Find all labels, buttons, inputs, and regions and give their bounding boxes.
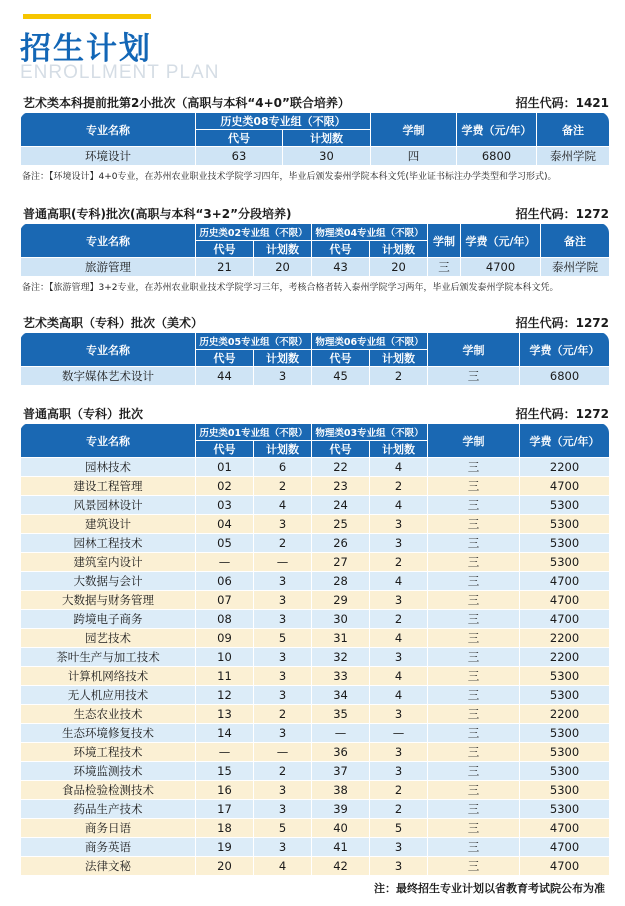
cell-plan: 3 bbox=[254, 686, 312, 705]
cell-duration: 三 bbox=[428, 800, 520, 819]
cell-code: — bbox=[312, 724, 370, 743]
cell-code: 01 bbox=[196, 458, 254, 477]
section-3plus2 bbox=[20, 205, 609, 293]
cell-fee: 5300 bbox=[520, 686, 609, 705]
header-code: 代号 bbox=[312, 241, 370, 258]
cell-fee: 6800 bbox=[457, 147, 537, 166]
header-group-history: 历史类02专业组（不限） bbox=[196, 224, 312, 241]
cell-fee: 5300 bbox=[520, 553, 609, 572]
table-row bbox=[21, 477, 610, 496]
cell-fee: 4700 bbox=[520, 572, 609, 591]
cell-plan: 2 bbox=[370, 553, 428, 572]
cell-plan: 2 bbox=[370, 781, 428, 800]
cell-duration: 三 bbox=[428, 648, 520, 667]
header-plan: 计划数 bbox=[370, 350, 428, 367]
cell-plan: 3 bbox=[254, 572, 312, 591]
cell-code: 07 bbox=[196, 591, 254, 610]
cell-plan: 5 bbox=[254, 629, 312, 648]
cell-major: 数字媒体艺术设计 bbox=[21, 367, 196, 386]
header-group-physics: 物理类06专业组（不限） bbox=[312, 333, 428, 350]
header-group-physics: 物理类04专业组（不限） bbox=[312, 224, 428, 241]
cell-fee: 5300 bbox=[520, 724, 609, 743]
cell-code: 40 bbox=[312, 819, 370, 838]
table-row bbox=[21, 367, 610, 386]
cell-fee: 5300 bbox=[520, 496, 609, 515]
accent-bar bbox=[23, 14, 151, 19]
header-code: 代号 bbox=[196, 350, 254, 367]
header-group-physics: 物理类03专业组（不限） bbox=[312, 424, 428, 441]
cell-duration: 三 bbox=[428, 629, 520, 648]
table-row bbox=[21, 515, 610, 534]
header-code: 代号 bbox=[196, 441, 254, 458]
cell-code: 06 bbox=[196, 572, 254, 591]
cell-code: 43 bbox=[312, 258, 370, 277]
cell-code: 34 bbox=[312, 686, 370, 705]
cell-code: 17 bbox=[196, 800, 254, 819]
cell-fee: 2200 bbox=[520, 705, 609, 724]
cell-code: 21 bbox=[196, 258, 254, 277]
enrollment-code: 招生代码：1272 bbox=[515, 207, 609, 221]
cell-plan: 2 bbox=[370, 800, 428, 819]
cell-code: 33 bbox=[312, 667, 370, 686]
cell-duration: 三 bbox=[428, 819, 520, 838]
section-name: 普通高职(专科)批次(高职与本科“3+2”分段培养) bbox=[23, 207, 292, 221]
table-row bbox=[21, 553, 610, 572]
cell-duration: 三 bbox=[428, 496, 520, 515]
table-row bbox=[21, 838, 610, 857]
table-row bbox=[21, 743, 610, 762]
cell-plan: 3 bbox=[370, 838, 428, 857]
cell-code: 16 bbox=[196, 781, 254, 800]
cell-plan: 4 bbox=[370, 667, 428, 686]
cell-major: 建筑室内设计 bbox=[21, 553, 196, 572]
cell-plan: 3 bbox=[254, 781, 312, 800]
header-fee: 学费（元/年） bbox=[457, 113, 537, 147]
cell-major: 环境监测技术 bbox=[21, 762, 196, 781]
table-row bbox=[21, 534, 610, 553]
cell-code: 12 bbox=[196, 686, 254, 705]
header-remark: 备注 bbox=[541, 224, 609, 258]
cell-code: 05 bbox=[196, 534, 254, 553]
cell-fee: 5300 bbox=[520, 762, 609, 781]
header-group: 历史类08专业组（不限） bbox=[196, 113, 371, 130]
cell-code: — bbox=[196, 743, 254, 762]
table-row bbox=[21, 819, 610, 838]
cell-code: 10 bbox=[196, 648, 254, 667]
table-row bbox=[21, 857, 610, 876]
cell-code: 25 bbox=[312, 515, 370, 534]
cell-major: 环境设计 bbox=[21, 147, 196, 166]
cell-fee: 4700 bbox=[520, 610, 609, 629]
plan-table bbox=[20, 332, 609, 386]
table-row bbox=[21, 648, 610, 667]
cell-duration: 三 bbox=[428, 838, 520, 857]
header-plan: 计划数 bbox=[370, 441, 428, 458]
cell-plan: 3 bbox=[370, 705, 428, 724]
cell-code: 27 bbox=[312, 553, 370, 572]
table-row bbox=[21, 762, 610, 781]
cell-duration: 三 bbox=[428, 591, 520, 610]
cell-major: 风景园林设计 bbox=[21, 496, 196, 515]
cell-code: 24 bbox=[312, 496, 370, 515]
table-row bbox=[21, 610, 610, 629]
cell-code: 09 bbox=[196, 629, 254, 648]
cell-plan: 4 bbox=[254, 496, 312, 515]
cell-plan: 3 bbox=[370, 534, 428, 553]
cell-plan: 2 bbox=[254, 705, 312, 724]
cell-remark: 泰州学院 bbox=[541, 258, 609, 277]
cell-duration: 三 bbox=[428, 705, 520, 724]
cell-fee: 2200 bbox=[520, 458, 609, 477]
cell-plan: 3 bbox=[254, 648, 312, 667]
cell-major: 食品检验检测技术 bbox=[21, 781, 196, 800]
cell-plan: 3 bbox=[370, 515, 428, 534]
cell-code: 63 bbox=[196, 147, 283, 166]
cell-plan: 5 bbox=[370, 819, 428, 838]
header-group-history: 历史类05专业组（不限） bbox=[196, 333, 312, 350]
cell-code: 32 bbox=[312, 648, 370, 667]
cell-major: 旅游管理 bbox=[21, 258, 196, 277]
footer-note: 注：最终招生专业计划以省教育考试院公布为准 bbox=[374, 882, 605, 895]
cell-plan: 30 bbox=[283, 147, 371, 166]
cell-duration: 三 bbox=[428, 367, 520, 386]
enrollment-code: 招生代码：1421 bbox=[515, 96, 609, 110]
cell-code: 13 bbox=[196, 705, 254, 724]
table-row bbox=[21, 591, 610, 610]
cell-plan: 3 bbox=[254, 724, 312, 743]
cell-major: 建设工程管理 bbox=[21, 477, 196, 496]
cell-plan: 3 bbox=[370, 591, 428, 610]
cell-plan: 20 bbox=[254, 258, 312, 277]
cell-plan: 4 bbox=[370, 458, 428, 477]
cell-code: 30 bbox=[312, 610, 370, 629]
cell-plan: 2 bbox=[254, 477, 312, 496]
cell-code: 44 bbox=[196, 367, 254, 386]
cell-code: 42 bbox=[312, 857, 370, 876]
cell-duration: 三 bbox=[428, 667, 520, 686]
cell-major: 无人机应用技术 bbox=[21, 686, 196, 705]
cell-code: 28 bbox=[312, 572, 370, 591]
cell-fee: 2200 bbox=[520, 629, 609, 648]
cell-duration: 三 bbox=[428, 258, 461, 277]
plan-table bbox=[20, 423, 609, 876]
section-note: 备注：【旅游管理】3+2专业，在苏州农业职业技术学院学习三年，考核合格者转入泰州学院学习两年，毕业后颁发泰州学院本科文凭。 bbox=[22, 283, 559, 293]
cell-fee: 4700 bbox=[520, 591, 609, 610]
cell-major: 跨境电子商务 bbox=[21, 610, 196, 629]
cell-duration: 三 bbox=[428, 534, 520, 553]
section-name: 普通高职（专科）批次 bbox=[23, 407, 144, 421]
cell-major: 法律文秘 bbox=[21, 857, 196, 876]
plan-table bbox=[20, 112, 609, 166]
table-row bbox=[21, 458, 610, 477]
cell-code: 26 bbox=[312, 534, 370, 553]
header-group-history: 历史类01专业组（不限） bbox=[196, 424, 312, 441]
section-art-vocational bbox=[20, 314, 609, 386]
page-title: 招生计划 bbox=[20, 31, 152, 67]
cell-duration: 四 bbox=[371, 147, 457, 166]
table-row bbox=[21, 667, 610, 686]
cell-major: 生态环境修复技术 bbox=[21, 724, 196, 743]
table-row bbox=[21, 705, 610, 724]
cell-plan: — bbox=[370, 724, 428, 743]
cell-duration: 三 bbox=[428, 724, 520, 743]
cell-plan: 3 bbox=[370, 857, 428, 876]
cell-major: 茶叶生产与加工技术 bbox=[21, 648, 196, 667]
cell-code: 03 bbox=[196, 496, 254, 515]
cell-plan: 3 bbox=[370, 743, 428, 762]
cell-plan: 2 bbox=[370, 477, 428, 496]
cell-code: 23 bbox=[312, 477, 370, 496]
header-plan: 计划数 bbox=[254, 241, 312, 258]
cell-major: 药品生产技术 bbox=[21, 800, 196, 819]
header-major: 专业名称 bbox=[21, 113, 196, 147]
cell-plan: 20 bbox=[370, 258, 428, 277]
table-row bbox=[21, 781, 610, 800]
cell-major: 园艺技术 bbox=[21, 629, 196, 648]
table-row bbox=[21, 147, 610, 166]
cell-plan: 3 bbox=[254, 367, 312, 386]
enrollment-code: 招生代码：1272 bbox=[515, 316, 609, 330]
cell-major: 环境工程技术 bbox=[21, 743, 196, 762]
cell-fee: 6800 bbox=[520, 367, 609, 386]
cell-major: 园林技术 bbox=[21, 458, 196, 477]
header-fee: 学费（元/年） bbox=[520, 424, 609, 458]
cell-code: 15 bbox=[196, 762, 254, 781]
cell-code: 20 bbox=[196, 857, 254, 876]
cell-fee: 5300 bbox=[520, 743, 609, 762]
cell-code: 02 bbox=[196, 477, 254, 496]
cell-fee: 2200 bbox=[520, 648, 609, 667]
cell-plan: 4 bbox=[370, 572, 428, 591]
cell-duration: 三 bbox=[428, 610, 520, 629]
cell-fee: 5300 bbox=[520, 800, 609, 819]
cell-duration: 三 bbox=[428, 686, 520, 705]
cell-plan: 3 bbox=[254, 515, 312, 534]
header-plan: 计划数 bbox=[254, 441, 312, 458]
header-code: 代号 bbox=[196, 241, 254, 258]
header-fee: 学费（元/年） bbox=[520, 333, 609, 367]
header-plan: 计划数 bbox=[254, 350, 312, 367]
cell-fee: 5300 bbox=[520, 781, 609, 800]
cell-duration: 三 bbox=[428, 458, 520, 477]
cell-code: 18 bbox=[196, 819, 254, 838]
cell-major: 大数据与会计 bbox=[21, 572, 196, 591]
cell-code: 39 bbox=[312, 800, 370, 819]
cell-major: 生态农业技术 bbox=[21, 705, 196, 724]
table-row bbox=[21, 496, 610, 515]
cell-fee: 4700 bbox=[520, 477, 609, 496]
cell-plan: 3 bbox=[254, 591, 312, 610]
plan-table bbox=[20, 223, 609, 277]
cell-plan: 4 bbox=[254, 857, 312, 876]
table-row bbox=[21, 572, 610, 591]
header-major: 专业名称 bbox=[21, 224, 196, 258]
header-code: 代号 bbox=[312, 350, 370, 367]
cell-code: 08 bbox=[196, 610, 254, 629]
header-duration: 学制 bbox=[428, 224, 461, 258]
section-name: 艺术类本科提前批第2小批次（高职与本科“4+0”联合培养） bbox=[23, 96, 350, 110]
cell-plan: 5 bbox=[254, 819, 312, 838]
cell-fee: 4700 bbox=[520, 819, 609, 838]
cell-code: — bbox=[196, 553, 254, 572]
cell-fee: 5300 bbox=[520, 667, 609, 686]
cell-code: 35 bbox=[312, 705, 370, 724]
cell-code: 38 bbox=[312, 781, 370, 800]
cell-plan: 2 bbox=[254, 762, 312, 781]
cell-plan: 2 bbox=[370, 610, 428, 629]
cell-duration: 三 bbox=[428, 477, 520, 496]
cell-code: 04 bbox=[196, 515, 254, 534]
header-plan: 计划数 bbox=[370, 241, 428, 258]
cell-code: 45 bbox=[312, 367, 370, 386]
cell-plan: 2 bbox=[370, 367, 428, 386]
cell-plan: 4 bbox=[370, 686, 428, 705]
cell-code: 41 bbox=[312, 838, 370, 857]
cell-code: 11 bbox=[196, 667, 254, 686]
cell-code: 29 bbox=[312, 591, 370, 610]
cell-fee: 4700 bbox=[461, 258, 541, 277]
cell-plan: 3 bbox=[370, 648, 428, 667]
cell-fee: 4700 bbox=[520, 857, 609, 876]
section-general-vocational bbox=[20, 405, 609, 876]
table-row bbox=[21, 258, 610, 277]
page-subtitle: ENROLLMENT PLAN bbox=[20, 62, 220, 83]
cell-fee: 4700 bbox=[520, 838, 609, 857]
section-name: 艺术类高职（专科）批次（美术） bbox=[23, 316, 204, 330]
cell-major: 园林工程技术 bbox=[21, 534, 196, 553]
cell-code: 31 bbox=[312, 629, 370, 648]
cell-plan: 2 bbox=[254, 534, 312, 553]
cell-code: 36 bbox=[312, 743, 370, 762]
cell-plan: 3 bbox=[370, 762, 428, 781]
cell-remark: 泰州学院 bbox=[537, 147, 610, 166]
cell-duration: 三 bbox=[428, 762, 520, 781]
cell-duration: 三 bbox=[428, 857, 520, 876]
cell-duration: 三 bbox=[428, 743, 520, 762]
cell-code: 19 bbox=[196, 838, 254, 857]
header-code: 代号 bbox=[312, 441, 370, 458]
header-duration: 学制 bbox=[428, 424, 520, 458]
cell-code: 14 bbox=[196, 724, 254, 743]
cell-plan: — bbox=[254, 553, 312, 572]
cell-fee: 5300 bbox=[520, 534, 609, 553]
cell-code: 22 bbox=[312, 458, 370, 477]
cell-plan: 6 bbox=[254, 458, 312, 477]
cell-plan: 3 bbox=[254, 838, 312, 857]
cell-plan: 3 bbox=[254, 667, 312, 686]
cell-major: 商务日语 bbox=[21, 819, 196, 838]
cell-duration: 三 bbox=[428, 515, 520, 534]
header-plan: 计划数 bbox=[283, 130, 371, 147]
table-row bbox=[21, 724, 610, 743]
cell-code: 37 bbox=[312, 762, 370, 781]
header-code: 代号 bbox=[196, 130, 283, 147]
table-row bbox=[21, 686, 610, 705]
cell-duration: 三 bbox=[428, 553, 520, 572]
enrollment-code: 招生代码：1272 bbox=[515, 407, 609, 421]
header-major: 专业名称 bbox=[21, 424, 196, 458]
cell-plan: 4 bbox=[370, 496, 428, 515]
cell-plan: 3 bbox=[254, 610, 312, 629]
cell-plan: 3 bbox=[254, 800, 312, 819]
table-row bbox=[21, 800, 610, 819]
cell-major: 计算机网络技术 bbox=[21, 667, 196, 686]
cell-plan: 4 bbox=[370, 629, 428, 648]
section-art-undergrad bbox=[20, 94, 609, 182]
section-note: 备注：【环境设计】4+0专业，在苏州农业职业技术学院学习四年，毕业后颁发泰州学院本科文凭(毕业证书标注办学类型和学习形式)。 bbox=[22, 172, 557, 182]
header-major: 专业名称 bbox=[21, 333, 196, 367]
cell-major: 商务英语 bbox=[21, 838, 196, 857]
header-duration: 学制 bbox=[371, 113, 457, 147]
header-duration: 学制 bbox=[428, 333, 520, 367]
cell-major: 建筑设计 bbox=[21, 515, 196, 534]
header-fee: 学费（元/年） bbox=[461, 224, 541, 258]
cell-fee: 5300 bbox=[520, 515, 609, 534]
table-row bbox=[21, 629, 610, 648]
header-remark: 备注 bbox=[537, 113, 610, 147]
cell-duration: 三 bbox=[428, 572, 520, 591]
cell-major: 大数据与财务管理 bbox=[21, 591, 196, 610]
cell-duration: 三 bbox=[428, 781, 520, 800]
cell-plan: — bbox=[254, 743, 312, 762]
